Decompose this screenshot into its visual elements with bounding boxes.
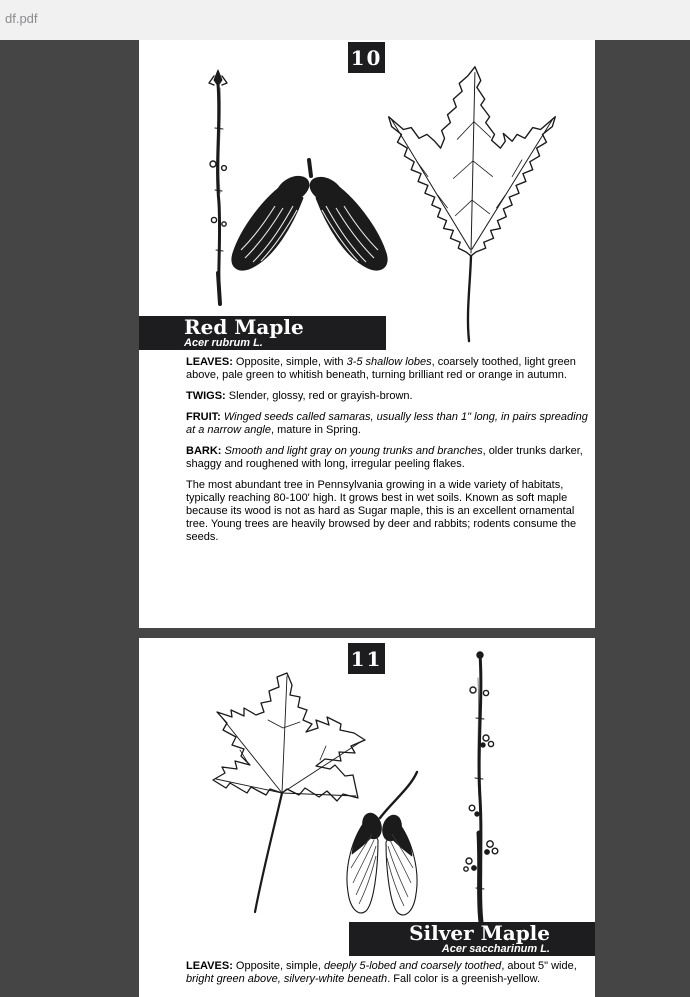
- silver-maple-samara-illustration: [320, 768, 445, 920]
- page-number: 10: [350, 45, 383, 70]
- twigs-paragraph: TWIGS: Slender, glossy, red or grayish-brown.: [186, 390, 413, 402]
- pdf-viewer-toolbar: [0, 0, 690, 40]
- species-latin-name: Acer rubrum L.: [184, 337, 263, 349]
- species-title: Red Maple: [184, 315, 304, 339]
- page-number-badge: [348, 42, 385, 73]
- species-latin-name: Acer saccharinum L.: [441, 943, 550, 955]
- page-number-badge: [348, 643, 385, 674]
- pdf-page-11: [139, 638, 595, 997]
- species-description: [186, 960, 588, 994]
- leaves-paragraph: LEAVES: Opposite, simple, deeply 5-lobed and coarsely toothed, about 5" wide, bright green above, silvery-white beneath. Fall color is a greenish-yellow.: [186, 960, 577, 985]
- bark-paragraph: BARK: Smooth and light gray on young trunks and branches, older trunks darker, shaggy and roughened with long, irregular peeling flakes.: [186, 445, 583, 470]
- general-paragraph: The most abundant tree in Pennsylvania growing in a wide variety of habitats, typically reaching 80-100' high. It grows best in wet soils. Known as soft maple because its wood is not as hard as Sugar maple, this is an excellent ornamental tree. Young trees are heavily browsed by deer and rabbits; rodents consume the seeds.: [186, 479, 577, 543]
- red-maple-leaf-illustration: [373, 58, 569, 348]
- species-banner: [139, 316, 386, 350]
- pdf-page-10: [139, 40, 595, 628]
- species-title: Silver Maple: [409, 921, 550, 945]
- species-description: [186, 356, 588, 552]
- leaves-paragraph: LEAVES: Opposite, simple, with 3-5 shallow lobes, coarsely toothed, light green above, pale green to whitish beneath, turning brilliant red or orange in autumn.: [186, 356, 576, 381]
- species-banner: [349, 922, 595, 956]
- pdf-filename: df.pdf: [5, 11, 38, 26]
- fruit-paragraph: FRUIT: Winged seeds called samaras, usually less than 1" long, in pairs spreading at a narrow angle, mature in Spring.: [186, 411, 588, 436]
- silver-maple-twig-illustration: [450, 648, 505, 928]
- red-maple-samara-illustration: [227, 158, 392, 280]
- page-number: 11: [350, 646, 383, 671]
